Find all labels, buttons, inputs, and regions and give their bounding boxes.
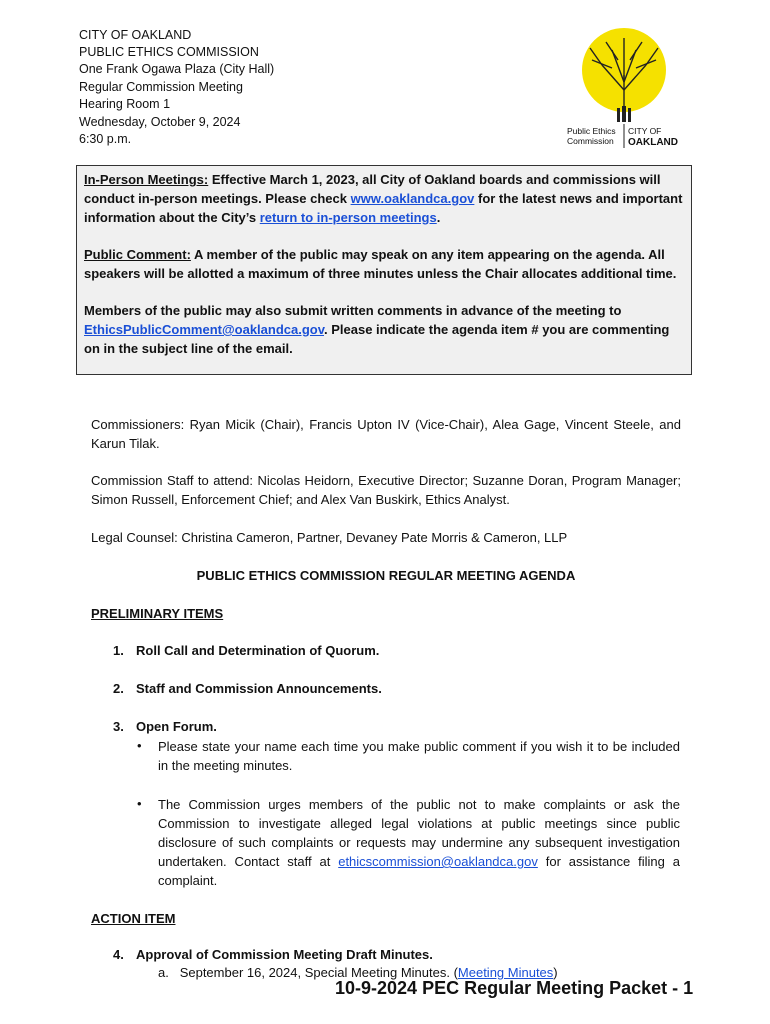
header-city: CITY OF OAKLAND	[79, 28, 192, 42]
oakland-pec-logo	[562, 20, 692, 150]
public-comment-label: Public Comment:	[84, 247, 191, 262]
written-comments-text-b: . Please indicate the agenda item # you are commenting on in the subject line of the email.	[84, 322, 670, 356]
bullet-2-icon: •	[137, 796, 142, 811]
item-4-number: 4.	[113, 947, 124, 962]
notice-public-comment	[84, 245, 684, 283]
header-room: Hearing Room 1	[79, 97, 171, 111]
header-meeting-type: Regular Commission Meeting	[79, 80, 243, 94]
written-comments-text-a: Members of the public may also submit written comments in advance of the meeting to	[84, 303, 622, 318]
public-comment-text: A member of the public may speak on any item appearing on the agenda. All speakers will be allotted a maximum of three minutes unless the Chair allocates additional time.	[84, 247, 677, 281]
logo-text-oakland: OAKLAND	[628, 137, 678, 148]
staff-text: Commission Staff to attend: Nicolas Heidorn, Executive Director; Suzanne Doran, Program Manager; Simon Russell, Enforcement Chief; and Alex Van Buskirk, Ethics Analyst.	[91, 473, 681, 507]
in-person-text-a: Effective March 1, 2023, all City of Oakland boards and commissions will conduct in-person meetings. Please check	[84, 172, 661, 206]
notice-written-comments	[84, 301, 684, 358]
packet-page-footer: 10-9-2024 PEC Regular Meeting Packet - 1	[335, 978, 694, 998]
public-comment-email-link[interactable]: EthicsPublicComment@oaklandca.gov	[84, 322, 324, 337]
logo-text-commission: Commission	[567, 136, 614, 146]
item-3-label: Open Forum.	[136, 719, 217, 734]
logo-text-public-ethics: Public Ethics	[567, 126, 616, 136]
item-1-number: 1.	[113, 643, 124, 658]
item-1-label: Roll Call and Determination of Quorum.	[136, 643, 380, 658]
open-forum-bullet-1: Please state your name each time you make public comment if you wish it to be included in the meeting minutes.	[158, 739, 680, 773]
bullet-2-tail: for assistance filing a complaint.	[158, 854, 680, 888]
header-date: Wednesday, October 9, 2024	[79, 115, 241, 129]
notice-in-person	[84, 170, 684, 227]
item-4a-close: )	[553, 965, 558, 980]
in-person-text-b: for the latest news and important information about the City’s	[84, 191, 683, 225]
preliminary-heading: PRELIMINARY ITEMS	[91, 606, 224, 621]
item-3-number: 3.	[113, 719, 124, 734]
notice-box	[76, 165, 692, 375]
oaklandca-link[interactable]: www.oaklandca.gov	[350, 191, 475, 206]
logo-text-city-of: CITY OF	[628, 126, 662, 136]
in-person-label: In-Person Meetings:	[84, 172, 209, 187]
commissioners-text: Commissioners: Ryan Micik (Chair), Francis Upton IV (Vice-Chair), Alea Gage, Vincent Steele, and Karun Tilak.	[91, 417, 681, 451]
ethics-commission-email-link[interactable]: ethicscommission@oaklandca.gov	[338, 854, 538, 869]
oak-tree-icon	[562, 20, 692, 150]
action-heading: ACTION ITEM	[91, 911, 176, 926]
item-2-label: Staff and Commission Announcements.	[136, 681, 382, 696]
item-4a-letter: a.	[158, 965, 169, 980]
meeting-minutes-link[interactable]: Meeting Minutes	[457, 965, 554, 980]
bullet-1-icon: •	[137, 738, 142, 753]
header-commission: PUBLIC ETHICS COMMISSION	[79, 45, 259, 59]
header-address: One Frank Ogawa Plaza (City Hall)	[79, 62, 275, 76]
return-in-person-link[interactable]: return to in-person meetings	[259, 210, 437, 225]
item-2-number: 2.	[113, 681, 124, 696]
legal-counsel-text: Legal Counsel: Christina Cameron, Partner, Devaney Pate Morris & Cameron, LLP	[91, 530, 568, 545]
item-4-label: Approval of Commission Meeting Draft Minutes.	[136, 947, 433, 962]
header-time: 6:30 p.m.	[79, 132, 132, 146]
item-4a-text: September 16, 2024, Special Meeting Minutes. (	[179, 965, 458, 980]
agenda-title: PUBLIC ETHICS COMMISSION REGULAR MEETING AGENDA	[196, 568, 576, 583]
in-person-text-c: .	[436, 210, 441, 225]
bullet-2-text: The Commission urges members of the public not to make complaints or ask the Commission to investigate alleged legal violations at public meetings since public disclosure of such complaints or requests may undermine any subsequent investigation undertaken. Contact staff at	[158, 797, 680, 869]
open-forum-bullet-2	[158, 795, 680, 890]
